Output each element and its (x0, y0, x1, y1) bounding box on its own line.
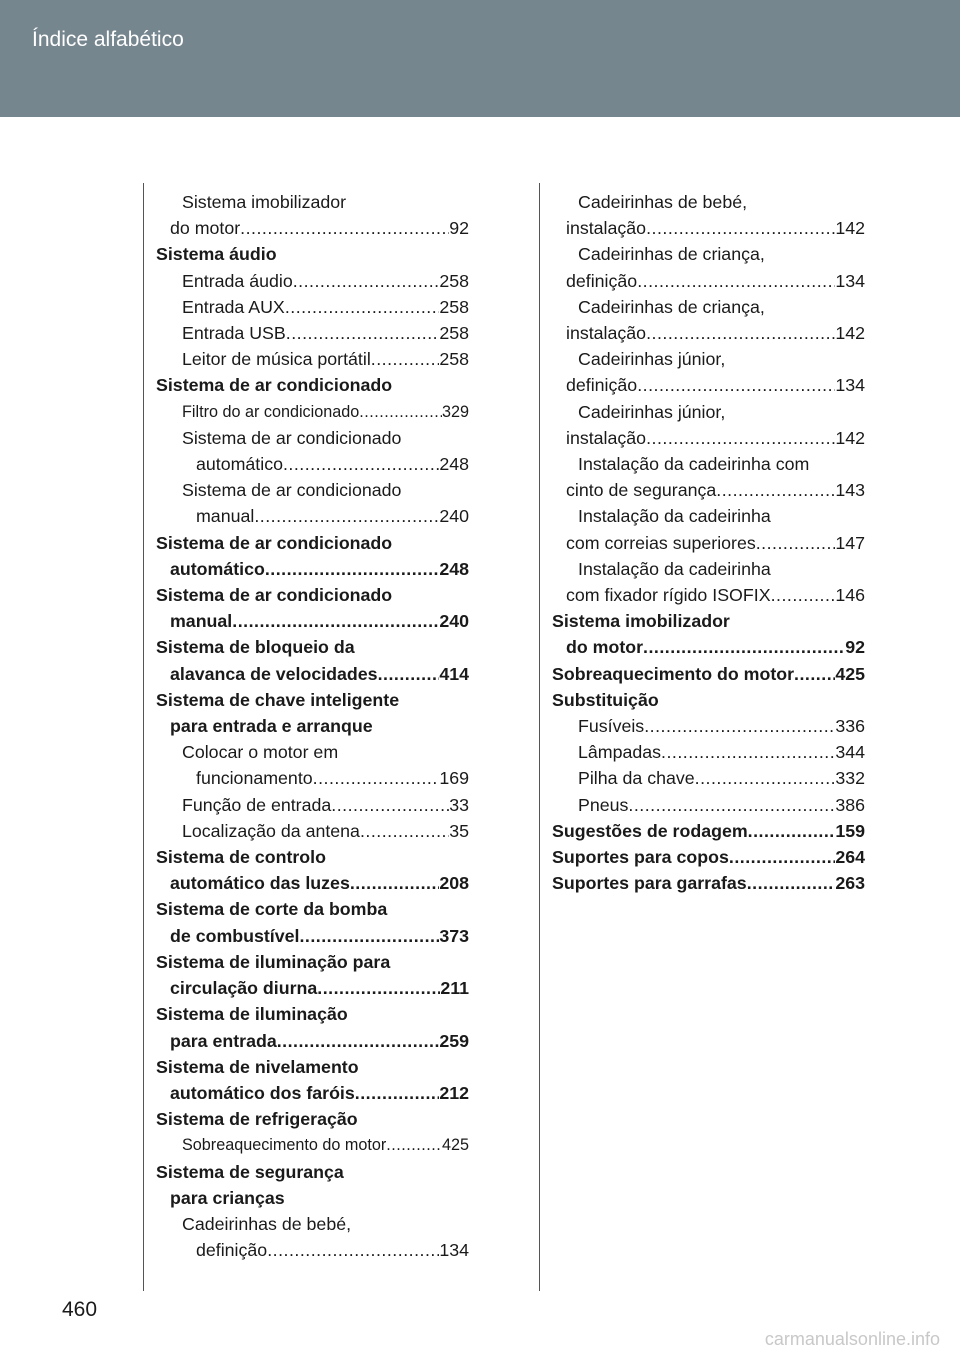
index-heading: Sistema de corte da bomba (156, 899, 388, 920)
index-entry: Cadeirinhas de criança, (578, 244, 765, 265)
page-ref: 142 (835, 427, 865, 448)
index-entry: Sobreaquecimento do motor ..... 425 (156, 1132, 469, 1158)
page-ref: 142 (835, 323, 865, 344)
index-entry: Lâmpadas ..... 344 (552, 739, 865, 765)
page-ref: 336 (835, 716, 865, 737)
index-entry: definição ..... 134 (552, 372, 865, 398)
index-entry: Função de entrada ..... 33 (156, 792, 469, 818)
page-ref: 159 (835, 820, 865, 841)
index-entry: Localização da antena ..... 35 (156, 818, 469, 844)
page-ref: 332 (835, 768, 865, 789)
index-entry: instalação ..... 142 (552, 215, 865, 241)
page-ref: 258 (439, 296, 469, 317)
index-heading: Sistema áudio (156, 244, 277, 265)
index-heading: Sugestões de rodagem ..... 159 (552, 818, 865, 844)
page-ref: 212 (439, 1082, 469, 1103)
page-ref: 248 (439, 558, 469, 579)
index-entry: Cadeirinhas júnior, (578, 401, 726, 422)
index-heading: de combustível ..... 373 (156, 923, 469, 949)
page-ref: 134 (835, 375, 865, 396)
page-ref: 386 (835, 794, 865, 815)
index-entry: Cadeirinhas de bebé, (578, 192, 748, 212)
page-ref: 134 (835, 270, 865, 291)
index-heading: Sistema de iluminação (156, 1004, 348, 1025)
page-ref: 414 (439, 663, 469, 684)
index-entry: com fixador rígido ISOFIX ..... 146 (552, 582, 865, 608)
page-ref: 344 (835, 742, 865, 763)
index-heading: automático dos faróis ..... 212 (156, 1080, 469, 1106)
index-heading: Suportes para garrafas ..... 263 (552, 870, 865, 896)
page-ref: 142 (835, 218, 865, 239)
page-ref: 259 (439, 1030, 469, 1051)
index-heading: manual ..... 240 (156, 608, 469, 634)
index-entry: funcionamento ..... 169 (156, 765, 469, 791)
index-heading: Sistema de nivelamento (156, 1056, 359, 1077)
index-heading: alavanca de velocidades ..... 414 (156, 661, 469, 687)
index-entry: Sistema imobilizador (182, 192, 347, 212)
page-ref: 240 (439, 506, 469, 527)
page-ref: 211 (440, 978, 469, 999)
footer-watermark: carmanualsonline.info (764, 1329, 940, 1349)
index-entry: Instalação da cadeirinha com (578, 454, 810, 475)
index-entry: definição ..... 134 (156, 1237, 469, 1263)
page-ref: 240 (439, 611, 469, 632)
index-heading: Sistema imobilizador (552, 611, 730, 632)
index-heading: Sistema de ar condicionado (156, 585, 393, 606)
index-entry: Sistema de ar condicionado (182, 427, 402, 448)
index-entry: Leitor de música portátil ..... 258 (156, 346, 469, 372)
page-ref: 92 (845, 637, 865, 658)
index-entry: Pilha da chave ..... 332 (552, 765, 865, 791)
index-heading: automático das luzes ..... 208 (156, 870, 469, 896)
header-title: Índice alfabético (32, 28, 184, 51)
column-divider-left (143, 183, 144, 1291)
page-ref: 425 (441, 1136, 469, 1155)
index-heading: para crianças (170, 1187, 285, 1208)
index-entry: cinto de segurança ..... 143 (552, 477, 865, 503)
page-ref: 147 (835, 532, 865, 553)
index-entry: Entrada AUX ..... 258 (156, 294, 469, 320)
index-entry: Fusíveis ..... 336 (552, 713, 865, 739)
index-heading: Sistema de iluminação para (156, 951, 391, 972)
page-ref: 92 (449, 218, 469, 239)
index-entry: manual ..... 240 (156, 503, 469, 529)
index-heading: para entrada ..... 259 (156, 1028, 469, 1054)
index-heading: do motor ..... 92 (552, 634, 865, 660)
index-entry: instalação ..... 142 (552, 425, 865, 451)
index-heading: circulação diurna ..... 211 (156, 975, 469, 1001)
index-entry: com correias superiores ..... 147 (552, 530, 865, 556)
index-heading: Sistema de bloqueio da (156, 637, 355, 658)
page-ref: 248 (439, 454, 469, 475)
page-ref: 329 (441, 402, 469, 421)
page-ref: 258 (439, 323, 469, 344)
index-entry: definição ..... 134 (552, 268, 865, 294)
index-entry: Filtro do ar condicionado ..... 329 (156, 399, 469, 425)
page-ref: 33 (449, 794, 469, 815)
index-entry: Cadeirinhas de criança, (578, 296, 765, 317)
index-entry: Colocar o motor em (182, 742, 339, 763)
index-entry: automático ..... 248 (156, 451, 469, 477)
page-ref: 169 (439, 768, 469, 789)
index-heading: Substituição (552, 689, 659, 710)
page-ref: 264 (835, 847, 865, 868)
index-entry: Entrada USB ..... 258 (156, 320, 469, 346)
index-heading: Sistema de segurança (156, 1161, 344, 1182)
index-heading: Suportes para copos ..... 264 (552, 844, 865, 870)
index-heading: para entrada e arranque (170, 716, 373, 737)
index-heading: Sistema de ar condicionado (156, 375, 393, 396)
index-entry: Pneus ..... 386 (552, 792, 865, 818)
page-ref: 143 (835, 480, 865, 501)
index-heading: Sobreaquecimento do motor ..... 425 (552, 661, 865, 687)
page-ref: 373 (439, 925, 469, 946)
index-entry: Entrada áudio ..... 258 (156, 268, 469, 294)
index-entry: Cadeirinhas júnior, (578, 349, 726, 370)
index-heading: Sistema de refrigeração (156, 1109, 358, 1130)
index-heading: Sistema de controlo (156, 847, 326, 868)
page-ref: 258 (439, 270, 469, 291)
index-column-left (156, 189, 469, 1263)
index-entry: Sistema de ar condicionado (182, 480, 402, 501)
index-heading: Sistema de chave inteligente (156, 689, 400, 710)
column-divider-right (539, 183, 540, 1291)
index-entry: instalação ..... 142 (552, 320, 865, 346)
index-heading: Sistema de ar condicionado (156, 532, 393, 553)
page-number: 460 (62, 1298, 98, 1321)
page-ref: 134 (439, 1240, 469, 1261)
page-ref: 35 (449, 820, 469, 841)
index-heading: automático ..... 248 (156, 556, 469, 582)
page-ref: 208 (439, 873, 469, 894)
index-entry: do motor ..... 92 (156, 215, 469, 241)
index-entry: Instalação da cadeirinha (578, 506, 771, 527)
page-ref: 263 (835, 873, 865, 894)
page-ref: 146 (835, 585, 865, 606)
index-column-right (552, 189, 865, 896)
page-header (0, 0, 960, 117)
page-ref: 425 (835, 663, 865, 684)
index-entry: Cadeirinhas de bebé, (182, 1213, 352, 1234)
index-entry: Instalação da cadeirinha (578, 558, 771, 579)
page-ref: 258 (439, 349, 469, 370)
